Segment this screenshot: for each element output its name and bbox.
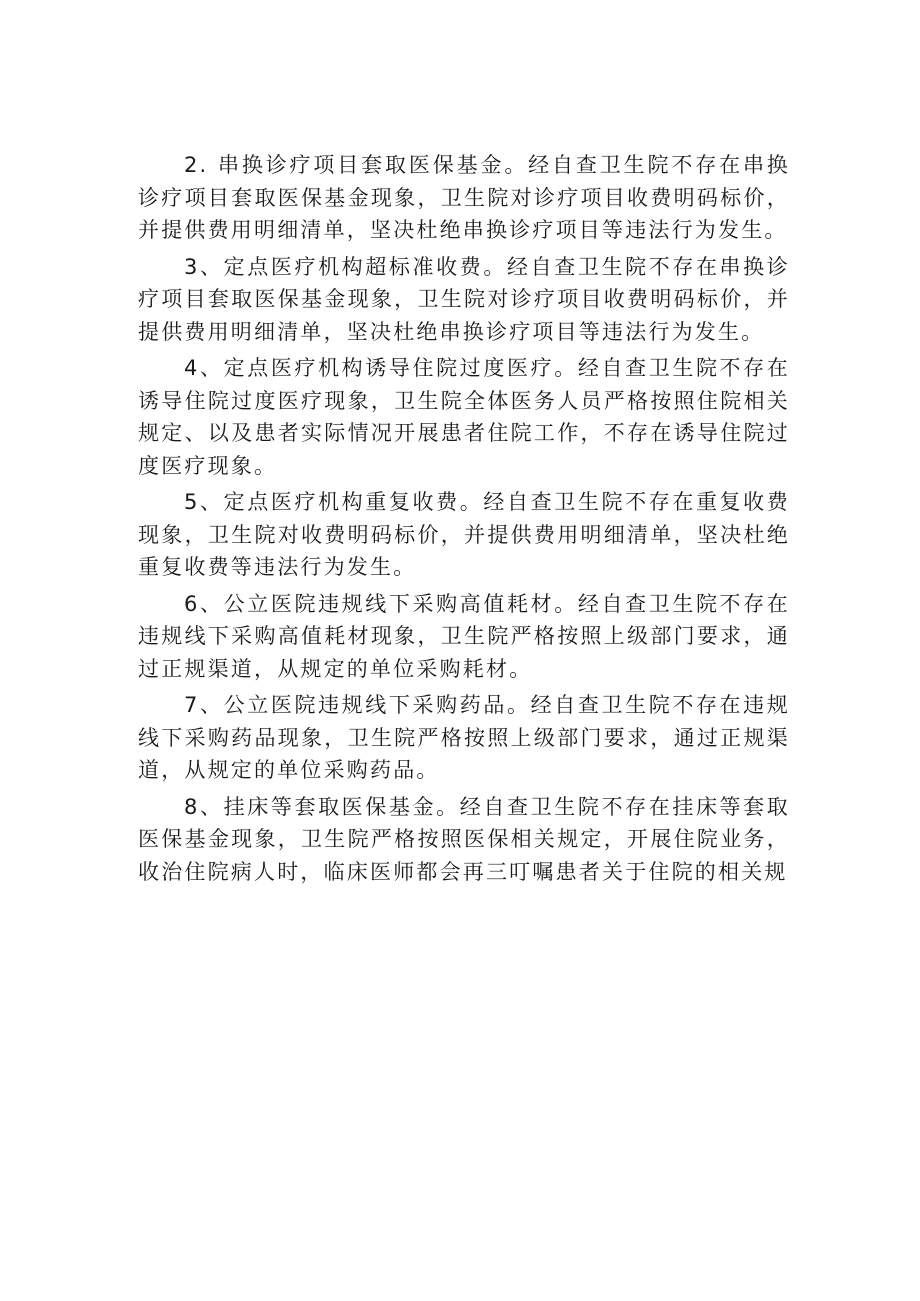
paragraph-item-2: 2. 串换诊疗项目套取医保基金。经自查卫生院不存在串换诊疗项目套取医保基金现象，卫生院对诊疗项目收费明码标价，并提供费用明细清单，坚决杜绝串换诊疗项目等违法行为发生。	[138, 153, 790, 242]
document-body	[138, 149, 790, 892]
paragraph-item-8: 8、挂床等套取医保基金。经自查卫生院不存在挂床等套取医保基金现象，卫生院严格按照医保相关规定，开展住院业务，收治住院病人时，临床医师都会再三叮嘱患者关于住院的相关规	[138, 794, 790, 884]
paragraph-item-3: 3、定点医疗机构超标准收费。经自查卫生院不存在串换诊疗项目套取医保基金现象，卫生院对诊疗项目收费明码标价，并提供费用明细清单，坚决杜绝串换诊疗项目等违法行为发生。	[138, 254, 790, 344]
paragraph-item-5: 5、定点医疗机构重复收费。经自查卫生院不存在重复收费现象，卫生院对收费明码标价，并提供费用明细清单，坚决杜绝重复收费等违法行为发生。	[138, 490, 790, 579]
paragraph-item-4: 4、定点医疗机构诱导住院过度医疗。经自查卫生院不存在诱导住院过度医疗现象，卫生院全体医务人员严格按照住院相关规定、以及患者实际情况开展患者住院工作，不存在诱导住院过度医疗现象。	[138, 356, 790, 478]
paragraph-item-7: 7、公立医院违规线下采购药品。经自查卫生院不存在违规线下采购药品现象，卫生院严格按照上级部门要求，通过正规渠道，从规定的单位采购药品。	[138, 693, 790, 782]
paragraph-item-6: 6、公立医院违规线下采购高值耗材。经自查卫生院不存在违规线下采购高值耗材现象，卫生院严格按照上级部门要求，通过正规渠道，从规定的单位采购耗材。	[138, 591, 790, 681]
